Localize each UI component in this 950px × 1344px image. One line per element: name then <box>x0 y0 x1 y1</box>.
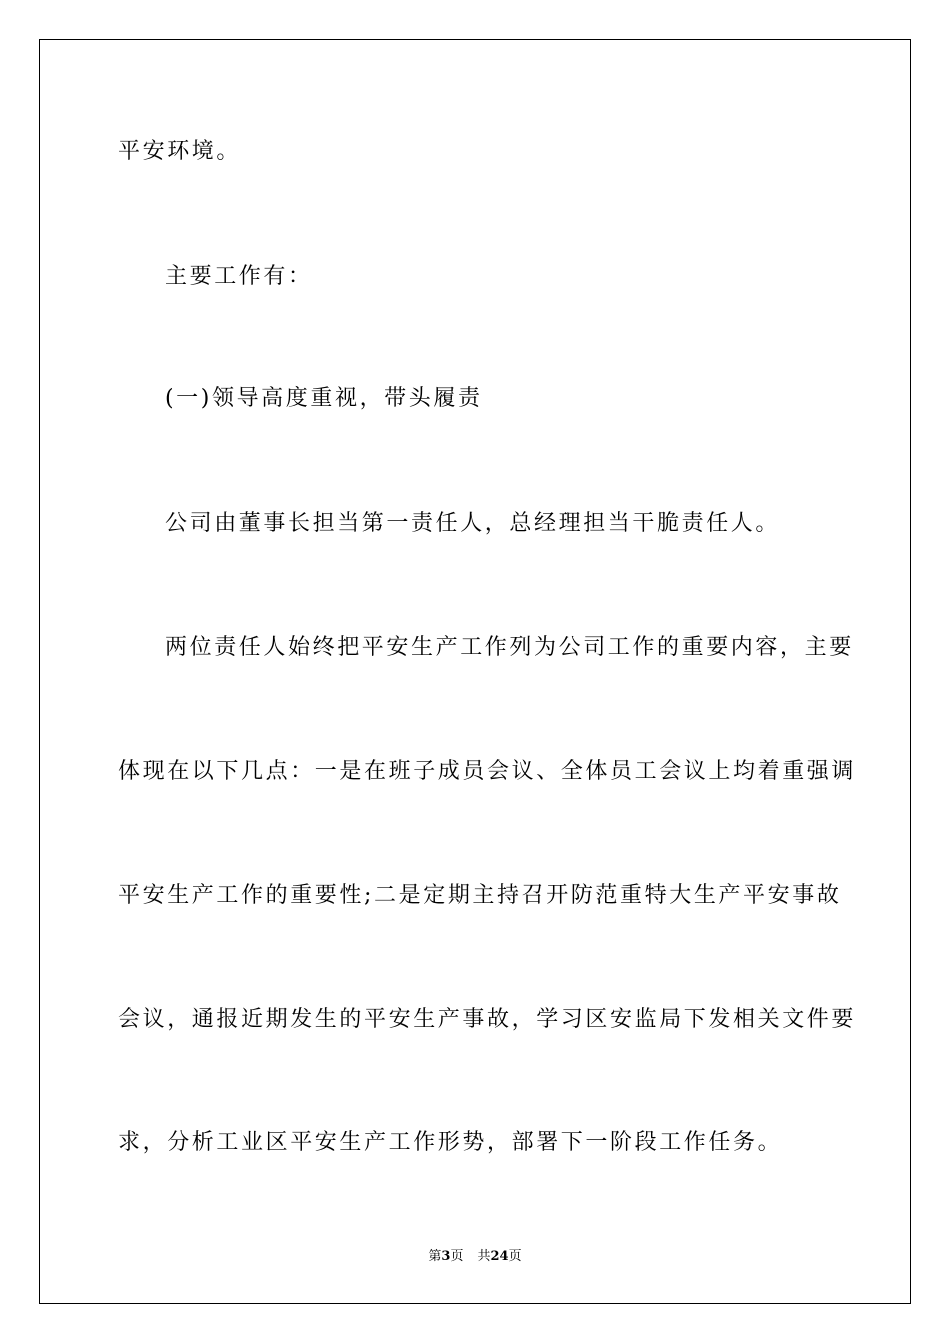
total-prefix: 共 <box>477 1249 491 1264</box>
paragraph-line: 体现在以下几点：一是在班子成员会议、全体员工会议上均着重强调 <box>118 759 857 784</box>
section-heading: (一)领导高度重视，带头履责 <box>165 386 483 411</box>
paragraph-line: 两位责任人始终把平安生产工作列为公司工作的重要内容，主要 <box>165 635 854 660</box>
page-prefix: 第 <box>428 1249 442 1264</box>
total-suffix: 页 <box>508 1249 522 1264</box>
paragraph-line: 会议，通报近期发生的平安生产事故，学习区安监局下发相关文件要 <box>118 1007 857 1032</box>
page-number: 3 <box>441 1249 451 1264</box>
paragraph-line: 求，分析工业区平安生产工作形势，部署下一阶段工作任务。 <box>118 1130 783 1155</box>
page-suffix: 页 <box>450 1249 464 1264</box>
paragraph-line: 平安生产工作的重要性;二是定期主持召开防范重特大生产平安事故 <box>118 883 842 908</box>
page-footer <box>0 1248 950 1266</box>
paragraph-line: 公司由董事长担当第一责任人，总经理担当干脆责任人。 <box>165 511 781 536</box>
text-line: 平安环境。 <box>118 139 242 164</box>
section-intro: 主要工作有： <box>165 264 313 289</box>
page-border <box>39 39 911 1304</box>
total-pages: 24 <box>490 1249 509 1264</box>
